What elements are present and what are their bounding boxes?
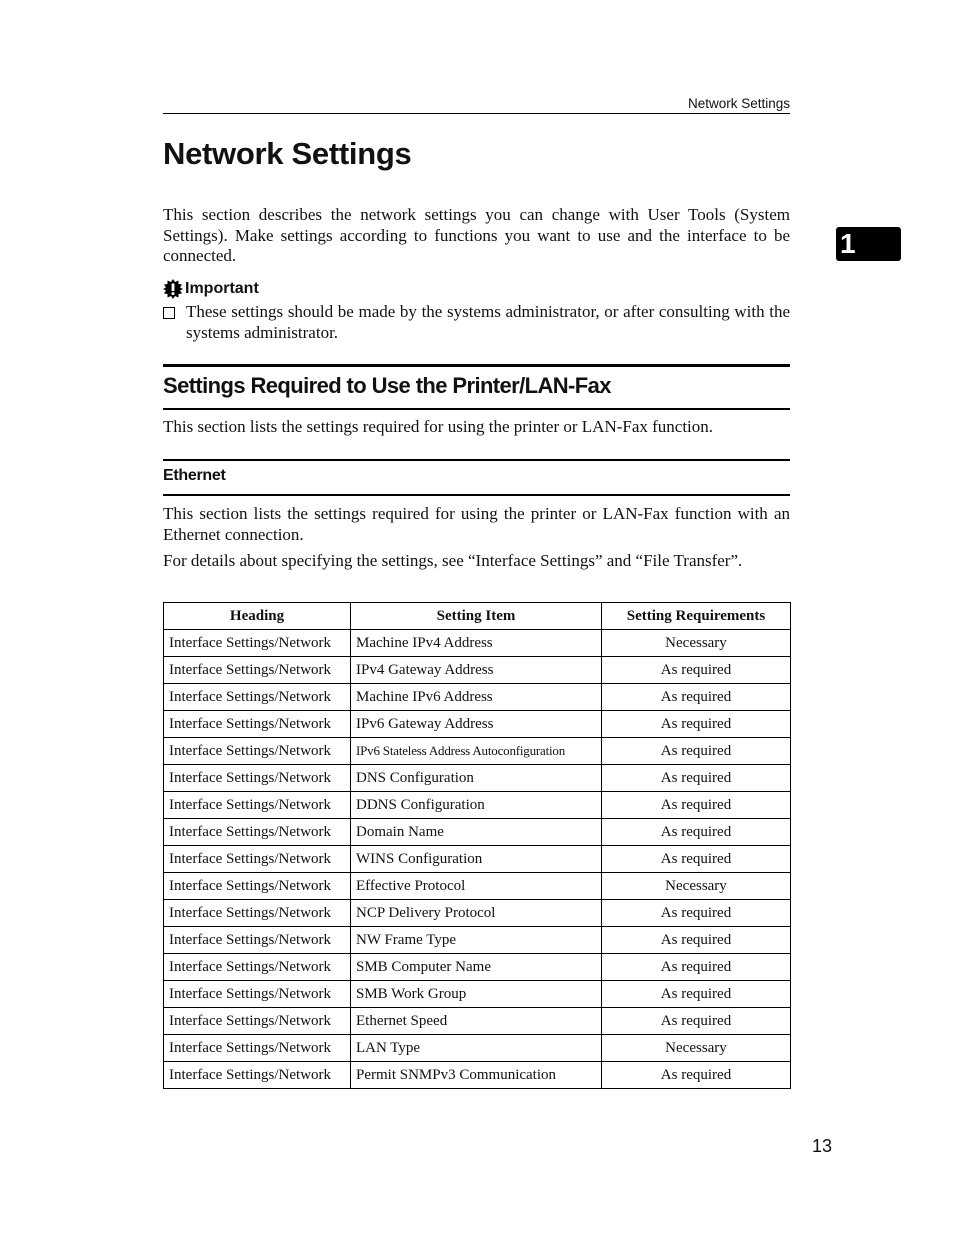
heading-cell: Interface Settings/Network: [164, 630, 351, 657]
requirement-cell: As required: [602, 981, 791, 1008]
table-row: [164, 981, 791, 1008]
requirement-cell: As required: [602, 954, 791, 981]
important-note: [163, 302, 790, 343]
heading-cell: Interface Settings/Network: [164, 846, 351, 873]
table-row: [164, 1062, 791, 1089]
intro-paragraph: This section describes the network settings you can change with User Tools (System Settings). Make settings according to functions you want to use and the interface to be connected.: [163, 205, 790, 265]
setting-item-cell: SMB Computer Name: [351, 954, 602, 981]
checkbox-icon: [163, 307, 175, 319]
setting-item-cell: LAN Type: [351, 1035, 602, 1062]
setting-item-cell: Ethernet Speed: [351, 1008, 602, 1035]
important-label: Important: [185, 280, 259, 297]
heading-cell: Interface Settings/Network: [164, 684, 351, 711]
subsection-rule-bottom: [163, 494, 790, 496]
setting-item-cell: WINS Configuration: [351, 846, 602, 873]
heading-cell: Interface Settings/Network: [164, 927, 351, 954]
requirement-cell: As required: [602, 657, 791, 684]
subsection-paragraph-1: This section lists the settings required for using the printer or LAN-Fax function with an Ethernet connection.: [163, 504, 790, 544]
requirement-cell: As required: [602, 846, 791, 873]
setting-item-cell: DNS Configuration: [351, 765, 602, 792]
table-row: [164, 873, 791, 900]
subsection-rule-top: [163, 459, 790, 461]
setting-item-cell: IPv4 Gateway Address: [351, 657, 602, 684]
requirement-cell: As required: [602, 819, 791, 846]
table-row: [164, 711, 791, 738]
heading-cell: Interface Settings/Network: [164, 981, 351, 1008]
setting-item-cell: IPv6 Stateless Address Autoconfiguration: [351, 738, 602, 765]
table-row: [164, 1008, 791, 1035]
heading-cell: Interface Settings/Network: [164, 1035, 351, 1062]
heading-cell: Interface Settings/Network: [164, 792, 351, 819]
page-number: 13: [812, 1136, 833, 1156]
section-title: Settings Required to Use the Printer/LAN-Fax: [163, 373, 611, 398]
heading-cell: Interface Settings/Network: [164, 765, 351, 792]
table-row: [164, 954, 791, 981]
requirement-cell: As required: [602, 900, 791, 927]
setting-item-cell: Domain Name: [351, 819, 602, 846]
section-rule-top: [163, 364, 790, 367]
setting-item-cell: DDNS Configuration: [351, 792, 602, 819]
setting-item-cell: Effective Protocol: [351, 873, 602, 900]
column-header: Setting Item: [351, 603, 602, 630]
table-header-row: [164, 603, 791, 630]
important-icon: [163, 279, 183, 299]
requirement-cell: As required: [602, 792, 791, 819]
important-heading: [163, 279, 259, 299]
heading-cell: Interface Settings/Network: [164, 1008, 351, 1035]
subsection-title: Ethernet: [163, 467, 226, 484]
setting-item-cell: Machine IPv6 Address: [351, 684, 602, 711]
requirement-cell: As required: [602, 1062, 791, 1089]
chapter-tab: 1: [836, 227, 901, 261]
heading-cell: Interface Settings/Network: [164, 657, 351, 684]
requirement-cell: Necessary: [602, 630, 791, 657]
requirement-cell: As required: [602, 738, 791, 765]
important-note-text: These settings should be made by the systems administrator, or after consulting with the systems administrator.: [186, 302, 790, 342]
section-rule-bottom: [163, 408, 790, 410]
section-paragraph: This section lists the settings required for using the printer or LAN-Fax function.: [163, 417, 714, 436]
setting-item-cell: NW Frame Type: [351, 927, 602, 954]
setting-item-cell: NCP Delivery Protocol: [351, 900, 602, 927]
heading-cell: Interface Settings/Network: [164, 1062, 351, 1089]
subsection-paragraph-2: For details about specifying the settings, see “Interface Settings” and “File Transfer”.: [163, 551, 743, 570]
requirement-cell: Necessary: [602, 873, 791, 900]
heading-cell: Interface Settings/Network: [164, 738, 351, 765]
table-row: [164, 657, 791, 684]
table-row: [164, 738, 791, 765]
column-header: Setting Requirements: [602, 603, 791, 630]
table-row: [164, 765, 791, 792]
setting-item-cell: Machine IPv4 Address: [351, 630, 602, 657]
setting-item-cell: SMB Work Group: [351, 981, 602, 1008]
requirement-cell: Necessary: [602, 1035, 791, 1062]
heading-cell: Interface Settings/Network: [164, 819, 351, 846]
column-header: Heading: [164, 603, 351, 630]
requirement-cell: As required: [602, 1008, 791, 1035]
table-row: [164, 1035, 791, 1062]
table-row: [164, 630, 791, 657]
table-row: [164, 900, 791, 927]
table-row: [164, 927, 791, 954]
table-row: [164, 819, 791, 846]
setting-item-cell: Permit SNMPv3 Communication: [351, 1062, 602, 1089]
table-row: [164, 792, 791, 819]
heading-cell: Interface Settings/Network: [164, 954, 351, 981]
setting-item-cell: IPv6 Gateway Address: [351, 711, 602, 738]
table-row: [164, 684, 791, 711]
heading-cell: Interface Settings/Network: [164, 711, 351, 738]
running-header: Network Settings: [163, 96, 790, 114]
requirement-cell: As required: [602, 927, 791, 954]
page-title: Network Settings: [163, 136, 412, 171]
requirement-cell: As required: [602, 711, 791, 738]
requirement-cell: As required: [602, 765, 791, 792]
requirement-cell: As required: [602, 684, 791, 711]
table-row: [164, 846, 791, 873]
heading-cell: Interface Settings/Network: [164, 900, 351, 927]
heading-cell: Interface Settings/Network: [164, 873, 351, 900]
settings-table: [163, 602, 791, 1089]
